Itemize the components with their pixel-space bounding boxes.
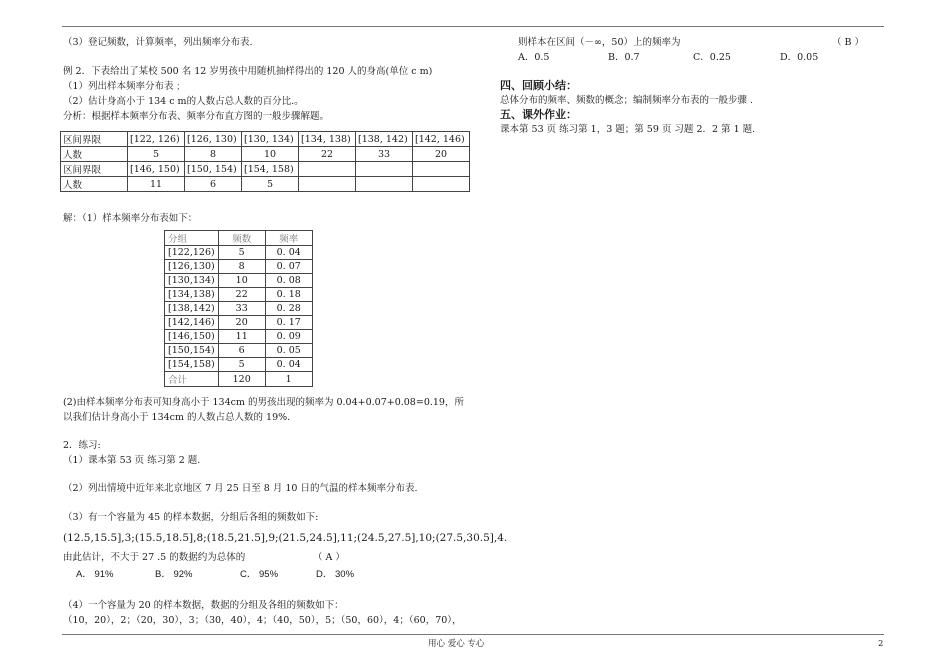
group-cell: [126,130)	[165, 260, 219, 274]
count-cell: 33	[356, 147, 413, 162]
interval-cell: [126, 130)	[185, 132, 242, 147]
interval-cell: [154, 158)	[242, 162, 299, 177]
frequency-cell: 0. 04	[265, 358, 312, 372]
frequency-cell: 0. 08	[265, 274, 312, 288]
group-cell: [142,146)	[165, 316, 219, 330]
table-row	[165, 288, 313, 302]
practice-title: 2．练习:	[63, 440, 101, 451]
count-cell: 6	[218, 344, 265, 358]
frequency-cell: 0. 04	[265, 246, 312, 260]
count-cell: 6	[185, 177, 242, 192]
top-rule	[62, 26, 884, 27]
interval-cell: [130, 134)	[242, 132, 299, 147]
interval-cell: [142, 146)	[413, 132, 470, 147]
count-row-a	[61, 147, 470, 162]
practice-3-option-a: A． 91%	[76, 569, 114, 580]
interval-row-b	[61, 162, 470, 177]
table-row	[165, 330, 313, 344]
frequency-cell: 0. 28	[265, 302, 312, 316]
table-row	[165, 344, 313, 358]
example2-line1: 例 2．下表给出了某校 500 名 12 岁男孩中用随机抽样得出的 120 人的身高(单位 c m)	[63, 66, 433, 77]
solution2-line2: 以我们估计身高小于 134cm 的人数占总人数的 19%.	[63, 412, 291, 423]
interval-cell: [146, 150)	[128, 162, 185, 177]
practice-4-line2: （10，20），2；（20，30），3；（30，40），4；（40，50），5；（50，60），4；（60，70），	[63, 615, 462, 626]
count-cell: 120	[218, 372, 265, 387]
practice-3-option-c: C． 95%	[240, 569, 279, 580]
interval-cell	[299, 162, 356, 177]
table-row	[165, 302, 313, 316]
table-row	[165, 274, 313, 288]
group-cell: 合计	[165, 372, 219, 387]
count-cell: 11	[128, 177, 185, 192]
footer-rule	[62, 634, 884, 635]
interval-cell: [122, 126)	[128, 132, 185, 147]
homework-title: 五、课外作业：	[500, 108, 577, 121]
table-total-row	[165, 372, 313, 387]
height-data-table	[60, 131, 470, 192]
frequency-cell: 0. 17	[265, 316, 312, 330]
row-label: 区间界限	[61, 162, 128, 177]
interval-cell: [134, 138)	[299, 132, 356, 147]
count-cell: 22	[218, 288, 265, 302]
page-number: 2	[878, 639, 884, 649]
footer-motto: 用心 爱心 专心	[428, 639, 485, 649]
group-cell: [122,126)	[165, 246, 219, 260]
summary-title: 四、回顾小结：	[500, 79, 577, 92]
row-label: 区间界限	[61, 132, 128, 147]
group-cell: [150,154)	[165, 344, 219, 358]
count-cell: 33	[218, 302, 265, 316]
count-cell: 5	[218, 358, 265, 372]
interval-cell	[356, 162, 413, 177]
count-cell	[356, 177, 413, 192]
frequency-cell: 0. 09	[265, 330, 312, 344]
count-cell	[413, 177, 470, 192]
interval-cell: [150, 154)	[185, 162, 242, 177]
group-cell: [130,134)	[165, 274, 219, 288]
option-a: A．0.5	[518, 52, 550, 63]
practice-3-line3: 由此估计，不大于 27 .5 的数据约为总体的	[63, 552, 246, 563]
group-cell: [146,150)	[165, 330, 219, 344]
interval-cell	[413, 162, 470, 177]
practice-4-line1: （4）一个容量为 20 的样本数据，数据的分组及各组的频数如下：	[63, 600, 344, 611]
practice-3-line1: （3）有一个容量为 45 的样本数据，分组后各组的频数如下:	[63, 512, 319, 523]
count-cell: 10	[242, 147, 299, 162]
homework-text: 课本第 53 页 练习第 1，3 题；第 59 页 习题 2．2 第 1 题.	[500, 124, 756, 135]
table-row	[165, 246, 313, 260]
count-cell: 8	[185, 147, 242, 162]
frequency-table-header	[165, 231, 313, 246]
count-cell: 5	[218, 246, 265, 260]
practice-3-option-b: B． 92%	[155, 569, 193, 580]
option-b: B．0.7	[608, 52, 640, 63]
option-d: D．0.05	[780, 52, 819, 63]
example2-line2: （1）列出样本频率分布表﹔	[63, 81, 184, 92]
header-count: 频数	[218, 231, 265, 246]
practice-1: （1）课本第 53 页 练习第 2 题.	[63, 455, 201, 466]
header-frequency: 频率	[265, 231, 312, 246]
row-label: 人数	[61, 147, 128, 162]
count-cell: 20	[218, 316, 265, 330]
table-row	[165, 260, 313, 274]
example2-line3: （2）估计身高小于 134 c m的人数占总人数的百分比.。	[63, 96, 304, 107]
count-cell: 11	[218, 330, 265, 344]
header-group: 分组	[165, 231, 219, 246]
practice-2: （2）列出情境中近年来北京地区 7 月 25 日至 8 月 10 日的气温的样本频率分布表.	[63, 483, 418, 494]
count-cell: 22	[299, 147, 356, 162]
group-cell: [134,138)	[165, 288, 219, 302]
frequency-cell: 1	[265, 372, 312, 387]
group-cell: [138,142)	[165, 302, 219, 316]
question-line: 则样本在区间（－∞，50）上的频率为	[518, 37, 681, 48]
summary-text: 总体分布的频率、频数的概念；编制频率分布表的一般步骤 .	[500, 95, 754, 106]
count-cell: 8	[218, 260, 265, 274]
table-row	[165, 316, 313, 330]
count-cell: 5	[242, 177, 299, 192]
practice-3-option-d: D． 30%	[316, 569, 355, 580]
count-cell	[299, 177, 356, 192]
interval-row-a	[61, 132, 470, 147]
frequency-cell: 0. 07	[265, 260, 312, 274]
interval-cell: [138, 142)	[356, 132, 413, 147]
solution-intro: 解：（1）样本频率分布表如下：	[63, 213, 198, 224]
count-cell: 5	[128, 147, 185, 162]
count-cell: 10	[218, 274, 265, 288]
frequency-table	[164, 230, 313, 387]
solution2-line1: (2)由样本频率分布表可知身高小于 134cm 的男孩出现的频率为 0.04+0.07+0.08=0.19，所	[63, 397, 464, 408]
question-answer: （ B ）	[832, 37, 865, 48]
example2-line4: 分析：根据样本频率分布表、频率分布直方图的一般步骤解题。	[63, 111, 330, 122]
group-cell: [154,158)	[165, 358, 219, 372]
practice-3-data: (12.5,15.5],3;(15.5,18.5],8;(18.5,21.5],9;(21.5,24.5],11;(24.5,27.5],10;(27.5,30.5],4.	[63, 532, 508, 544]
count-cell: 20	[413, 147, 470, 162]
table-row	[165, 358, 313, 372]
row-label: 人数	[61, 177, 128, 192]
frequency-cell: 0. 18	[265, 288, 312, 302]
frequency-cell: 0. 05	[265, 344, 312, 358]
option-c: C．0.25	[693, 52, 731, 63]
item-3: （3）登记频数，计算频率，列出频率分布表.	[63, 37, 253, 48]
practice-3-answer: （ A ）	[313, 552, 345, 563]
count-row-b	[61, 177, 470, 192]
